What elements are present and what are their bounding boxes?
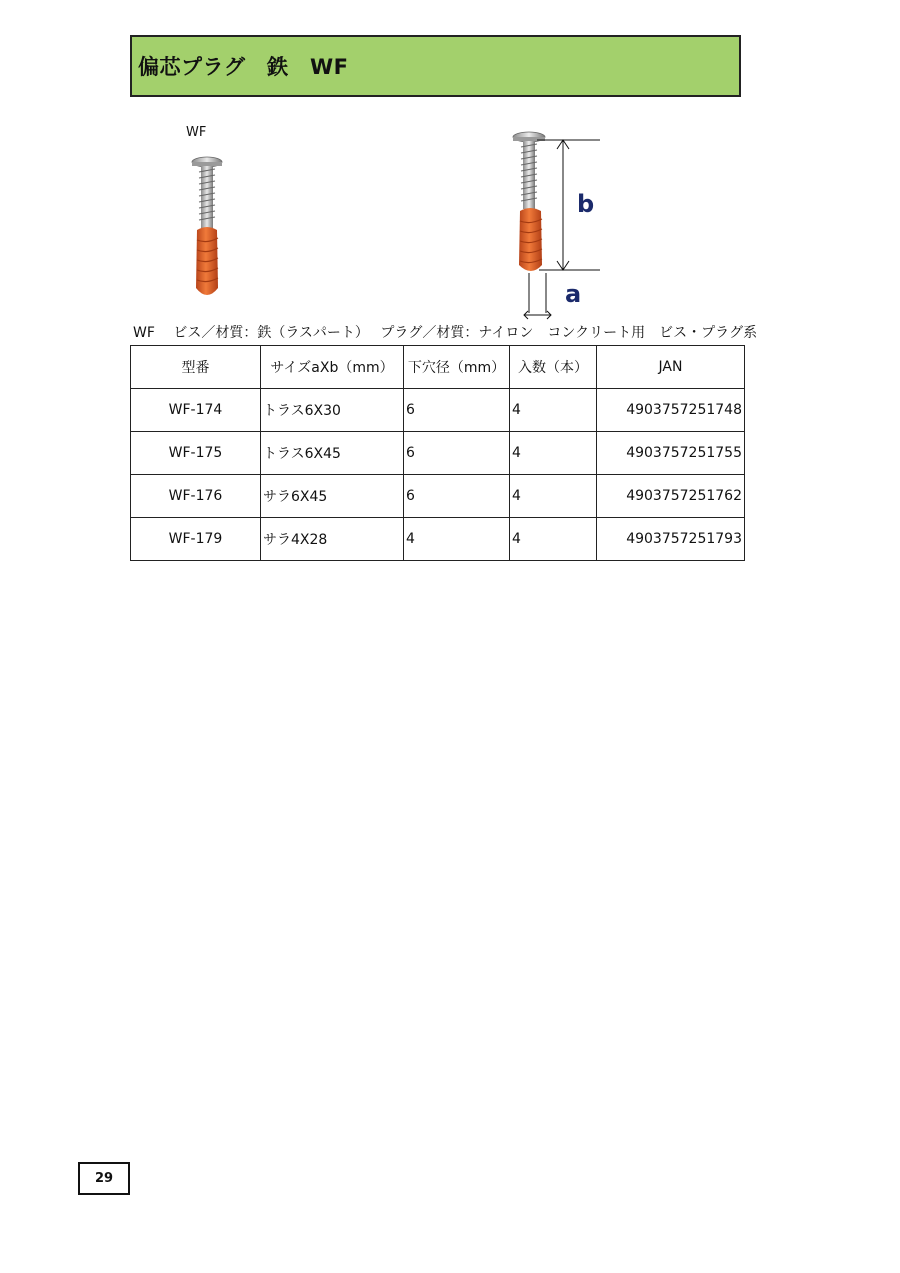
header-hole-diameter: 下穴径（mm） (404, 346, 510, 389)
page-number: 29 (94, 1171, 114, 1186)
product-image (185, 150, 235, 302)
cell-jan: 4903757251755 (597, 432, 745, 475)
dimension-label-a: a (565, 280, 582, 308)
screw-plug-drawing (513, 132, 545, 271)
cell-model: WF-175 (131, 432, 261, 475)
dimension-label-b: b (577, 190, 595, 218)
product-image-label: WF (186, 125, 207, 140)
cell-model: WF-176 (131, 475, 261, 518)
cell-quantity: 4 (510, 432, 597, 475)
dimension-diagram (505, 125, 605, 320)
product-caption: WF ビス／材質：鉄（ラスパート） プラグ／材質：ナイロン コンクリート用 ビス・プラグ系 (133, 325, 758, 341)
cell-size: サラ4X28 (261, 518, 404, 561)
cell-size: トラス6X45 (261, 432, 404, 475)
cell-size: サラ6X45 (261, 475, 404, 518)
table-header-row (131, 346, 745, 389)
table-row (131, 432, 745, 475)
header-model: 型番 (131, 346, 261, 389)
cell-jan: 4903757251748 (597, 389, 745, 432)
header-jan: JAN (597, 346, 745, 389)
cell-model: WF-179 (131, 518, 261, 561)
cell-quantity: 4 (510, 518, 597, 561)
table-row (131, 389, 745, 432)
cell-quantity: 4 (510, 475, 597, 518)
cell-size: トラス6X30 (261, 389, 404, 432)
table-row (131, 475, 745, 518)
cell-hole-diameter: 6 (404, 475, 510, 518)
spec-table (130, 345, 745, 561)
cell-model: WF-174 (131, 389, 261, 432)
cell-jan: 4903757251793 (597, 518, 745, 561)
cell-hole-diameter: 4 (404, 518, 510, 561)
page-title: 偏芯プラグ 鉄 WF (138, 55, 349, 79)
header-quantity: 入数（本） (510, 346, 597, 389)
page-number-box (78, 1162, 130, 1195)
cell-jan: 4903757251762 (597, 475, 745, 518)
page-title-banner (130, 35, 741, 97)
cell-hole-diameter: 6 (404, 389, 510, 432)
header-size: サイズaXb（mm） (261, 346, 404, 389)
table-row (131, 518, 745, 561)
cell-hole-diameter: 6 (404, 432, 510, 475)
cell-quantity: 4 (510, 389, 597, 432)
